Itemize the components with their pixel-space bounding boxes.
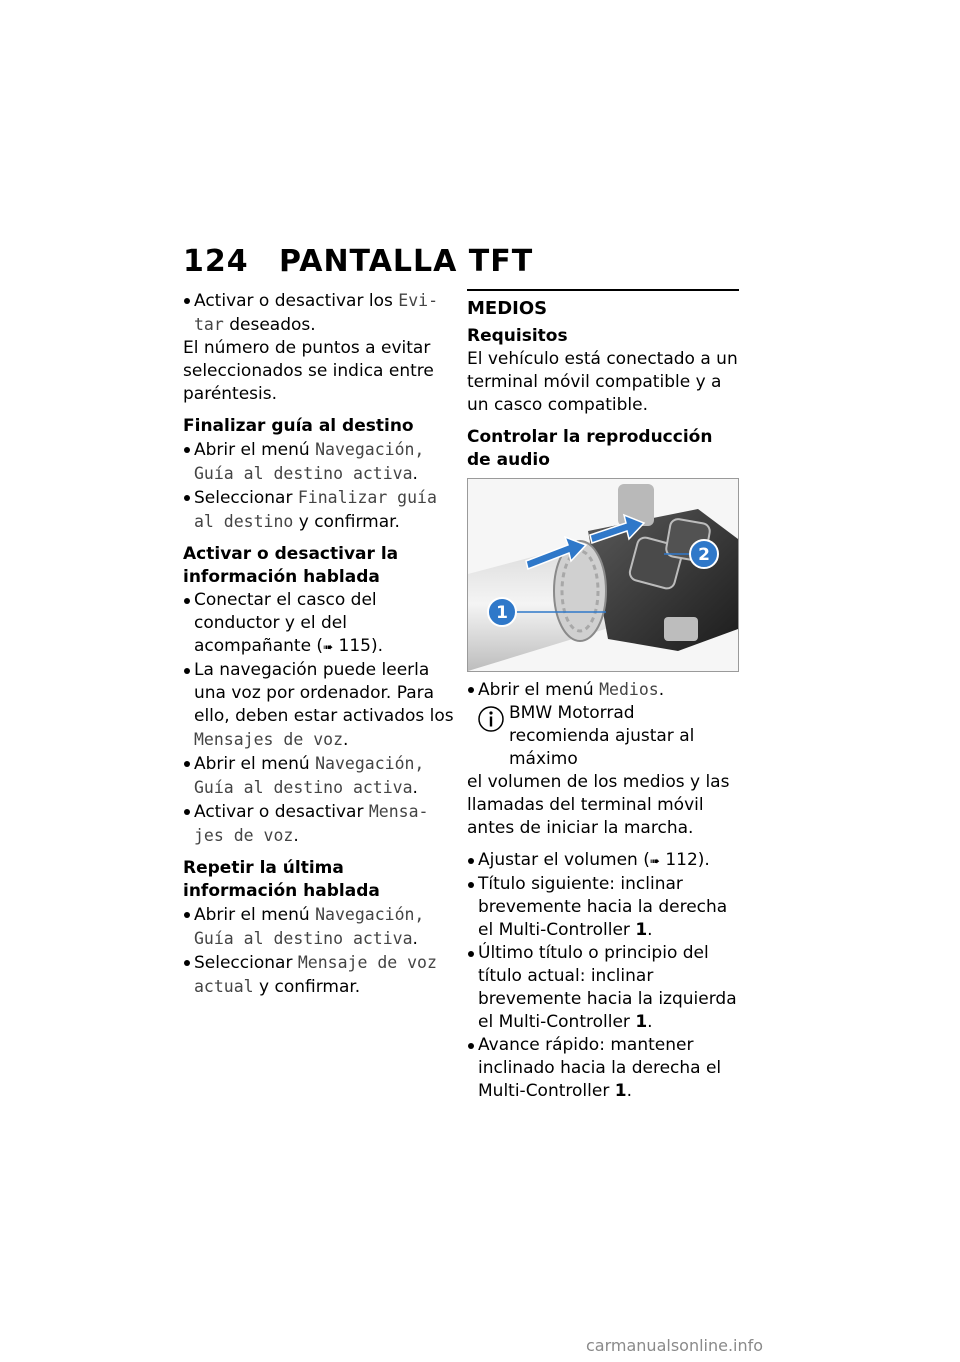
handlebar-controller-figure (467, 478, 739, 672)
list-item: Título siguiente: inclinar brevemente hacia la derecha el Multi-Controller 1. (467, 873, 739, 942)
lower-switch (664, 617, 698, 641)
list-item: Activar o desactivar Mensa-jes de voz. (183, 800, 455, 848)
menu-path: Mensajes de voz (194, 730, 344, 749)
svg-text:1: 1 (496, 603, 508, 623)
left-column (183, 289, 455, 999)
subheading: Requisitos (467, 326, 568, 346)
page-number: 124 (183, 244, 249, 279)
list-item: Seleccionar Finalizar guía al destino y confirmar. (183, 486, 455, 534)
subheading: Activar o desactivar la información hablada (183, 544, 399, 587)
list-item: Ajustar el volumen (➠ 112). (467, 849, 739, 873)
list-item: Abrir el menú Medios. (467, 678, 739, 702)
paragraph: El número de puntos a evitar seleccionados se indica entre paréntesis. (183, 338, 434, 404)
menu-path: Navegación, Guía al destino activa (194, 754, 425, 797)
list-item: Abrir el menú Navegación, Guía al destino activa. (183, 438, 455, 486)
list-item: Conectar el casco del conductor y el del acompañante (➠ 115). (183, 589, 455, 659)
menu-path: Mensaje de voz actual (194, 953, 437, 996)
menu-path: Evi-tar (194, 291, 439, 334)
menu-path: Medios (599, 680, 659, 699)
page-ref-arrow-icon: ➠ (649, 854, 660, 868)
list-item: La navegación puede leerla una voz por ordenador. Para ello, deben estar activados los Mensajes de voz. (183, 659, 455, 752)
handlebar-illustration (468, 479, 738, 671)
list-item: Activar o desactivar los Evi-tar deseados. (183, 289, 455, 337)
menu-path: Finalizar guía al destino (194, 488, 437, 531)
list-item: Último título o principio del título actual: inclinar brevemente hacia la izquierda el Multi-Controller 1. (467, 942, 739, 1034)
info-note (467, 702, 739, 771)
subheading: Controlar la reproducción de audio (467, 427, 713, 470)
right-column (467, 289, 739, 1103)
note-first-line: BMW Motorrad recomienda ajustar al máximo (509, 703, 695, 769)
list-item: Abrir el menú Navegación, Guía al destino activa. (183, 752, 455, 800)
info-icon (477, 705, 505, 733)
page-ref-arrow-icon: ➠ (323, 640, 334, 654)
note-text: el volumen de los medios y las llamadas del terminal móvil antes de iniciar la marcha. (467, 772, 730, 838)
menu-path: Navegación, Guía al destino activa (194, 440, 425, 483)
list-item: Avance rápido: mantener inclinado hacia la derecha el Multi-Controller 1. (467, 1034, 739, 1103)
page-ref[interactable]: 115 (338, 636, 371, 656)
list-item: Abrir el menú Navegación, Guía al destino activa. (183, 903, 455, 951)
section-title: MEDIOS (467, 289, 739, 320)
menu-path: Navegación, Guía al destino activa (194, 905, 425, 948)
page-ref[interactable]: 112 (665, 850, 698, 870)
menu-path: Mensa-jes de voz (194, 802, 429, 845)
page-header (183, 244, 533, 279)
page-title: PANTALLA TFT (279, 244, 534, 279)
list-item: Seleccionar Mensaje de voz actual y confirmar. (183, 951, 455, 999)
subheading: Repetir la última información hablada (183, 858, 380, 901)
svg-text:2: 2 (698, 545, 710, 565)
watermark: carmanualsonline.info (586, 1336, 764, 1355)
paragraph: El vehículo está conectado a un terminal móvil compatible y a un casco compatible. (467, 349, 738, 415)
subheading: Finalizar guía al destino (183, 416, 414, 436)
